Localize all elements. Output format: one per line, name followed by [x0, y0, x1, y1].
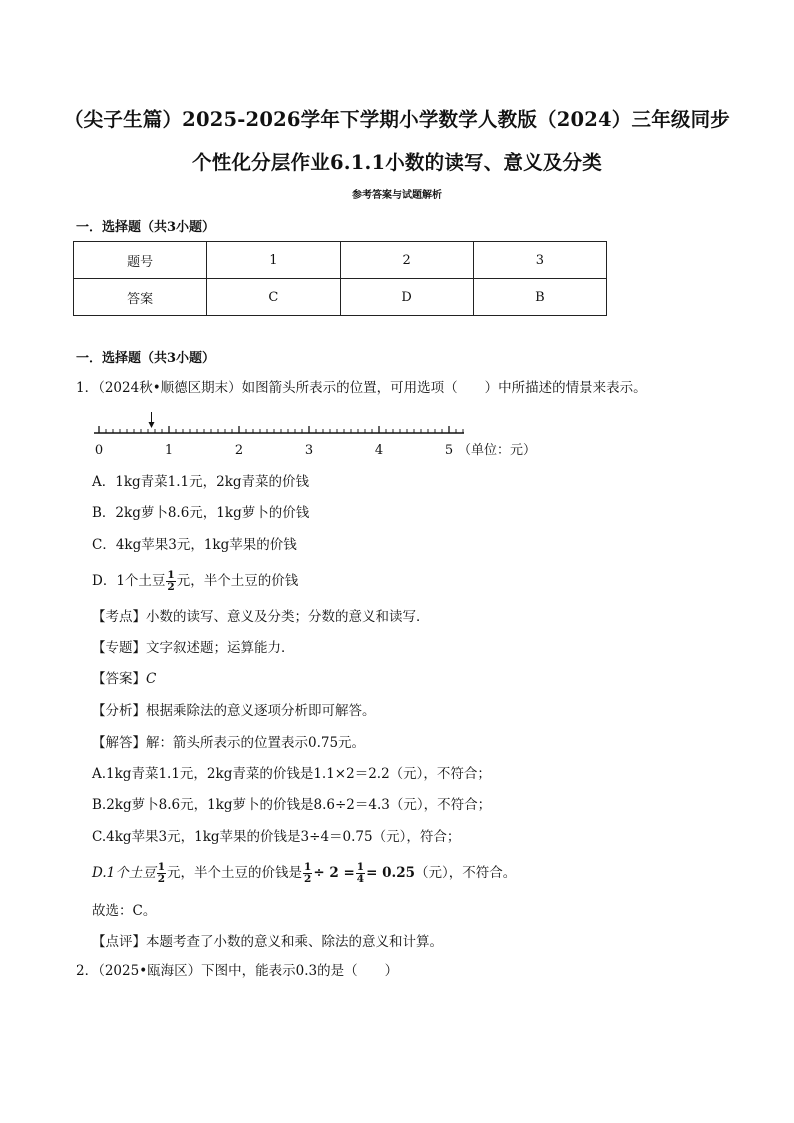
fraction-numerator: 1: [356, 861, 365, 873]
option-b: B．2kg萝卜8.6元，1kg萝卜的价钱: [92, 505, 310, 521]
fenxi-tag: 【分析】: [92, 703, 146, 719]
option-d: [92, 570, 298, 593]
table-cell: 答案: [74, 279, 207, 316]
section-heading: 一．选择题（共3小题）: [76, 351, 216, 366]
option-c: C．4kg苹果3元，1kg苹果的价钱: [92, 537, 297, 553]
zhuanti-line: [92, 638, 295, 658]
axis-label: 0: [94, 443, 104, 458]
jieda-line: [92, 733, 365, 753]
number-line-figure: [86, 410, 556, 458]
zhuanti-text: 文字叙述题；运算能力．: [146, 640, 295, 656]
kaodian-line: [92, 607, 430, 627]
fraction-denominator: 2: [304, 873, 312, 885]
axis-label: 5: [444, 443, 454, 458]
solution-a: A.1kg青菜1.1元，2kg青菜的价钱是1.1×2＝2.2（元），不符合；: [92, 766, 491, 782]
dianping-text: 本题考查了小数的意义和乘、除法的意义和计算。: [146, 934, 443, 950]
fenxi-text: 根据乘除法的意义逐项分析即可解答。: [146, 703, 376, 719]
answer-table: [73, 241, 607, 316]
fraction-half: [166, 570, 175, 593]
dianping-line: [92, 932, 443, 952]
solution-d: [92, 862, 516, 885]
daan-tag: 【答案】: [92, 671, 146, 687]
question-1-stem: 1．（2024秋•顺德区期末）如图箭头所表示的位置，可用选项（ ）中所描述的情景来表示。: [76, 380, 647, 396]
fraction-numerator: 1: [167, 569, 175, 581]
option-d-prefix: D．1个土豆: [92, 573, 166, 589]
solution-c: C.4kg苹果3元，1kg苹果的价钱是3÷4＝0.75（元），符合；: [92, 829, 461, 845]
solution-d-calc1: ÷ 2 =: [313, 865, 355, 881]
section-heading: 一．选择题（共3小题）: [76, 220, 216, 235]
axis-label: 4: [374, 443, 384, 458]
zhuanti-tag: 【专题】: [92, 640, 146, 656]
axis-label: 2: [234, 443, 244, 458]
number-line-arrow: [149, 412, 155, 428]
fraction-numerator: 1: [157, 861, 166, 873]
table-cell: 3: [473, 242, 606, 279]
option-d-suffix: 元，半个土豆的价钱: [176, 573, 299, 589]
axis-unit: （单位：元）: [458, 443, 537, 458]
guxuan-line: 故选：C。: [92, 903, 157, 919]
number-line-ticks: [99, 426, 463, 433]
dianping-tag: 【点评】: [92, 934, 146, 950]
table-row: [74, 279, 607, 316]
page-title-line1: （尖子生篇）2025-2026学年下学期小学数学人教版（2024）三年级同步: [63, 108, 730, 131]
table-cell: D: [340, 279, 473, 316]
solution-d-calc2: = 0.25: [366, 865, 415, 881]
fraction-numerator: 1: [304, 861, 312, 873]
fraction-half: [157, 862, 166, 885]
table-cell: 题号: [74, 242, 207, 279]
question-2-stem: 2．（2025•瓯海区）下图中，能表示0.3的是（ ）: [76, 963, 399, 979]
solution-d-prefix: D.1个土豆: [92, 865, 156, 881]
kaodian-text: 小数的读写、意义及分类；分数的意义和读写．: [146, 609, 430, 625]
option-a: A．1kg青菜1.1元，2kg青菜的价钱: [92, 474, 310, 490]
page-title-line2: 个性化分层作业6.1.1小数的读写、意义及分类: [192, 151, 602, 174]
axis-label: 3: [304, 443, 314, 458]
solution-d-middle: 元，半个土豆的价钱是: [167, 865, 303, 881]
table-row: [74, 242, 607, 279]
daan-line: [92, 669, 156, 689]
axis-label: 1: [164, 443, 174, 458]
table-cell: 1: [207, 242, 340, 279]
solution-d-suffix: （元），不符合。: [415, 865, 517, 881]
fraction-denominator: 2: [157, 873, 166, 885]
table-cell: C: [207, 279, 340, 316]
solution-b: B.2kg萝卜8.6元，1kg萝卜的价钱是8.6÷2＝4.3（元），不符合；: [92, 797, 492, 813]
table-cell: 2: [340, 242, 473, 279]
fenxi-line: [92, 701, 376, 721]
fraction-quarter: [356, 862, 365, 885]
jieda-tag: 【解答】: [92, 735, 146, 751]
fraction-half: [303, 862, 312, 885]
fraction-denominator: 4: [356, 873, 365, 885]
page-subtitle: 参考答案与试题解析: [352, 190, 442, 201]
jieda-text: 解：箭头所表示的位置表示0.75元。: [146, 735, 366, 751]
fraction-denominator: 2: [167, 581, 175, 593]
daan-text: C: [146, 671, 157, 687]
table-cell: B: [473, 279, 606, 316]
kaodian-tag: 【考点】: [92, 609, 146, 625]
